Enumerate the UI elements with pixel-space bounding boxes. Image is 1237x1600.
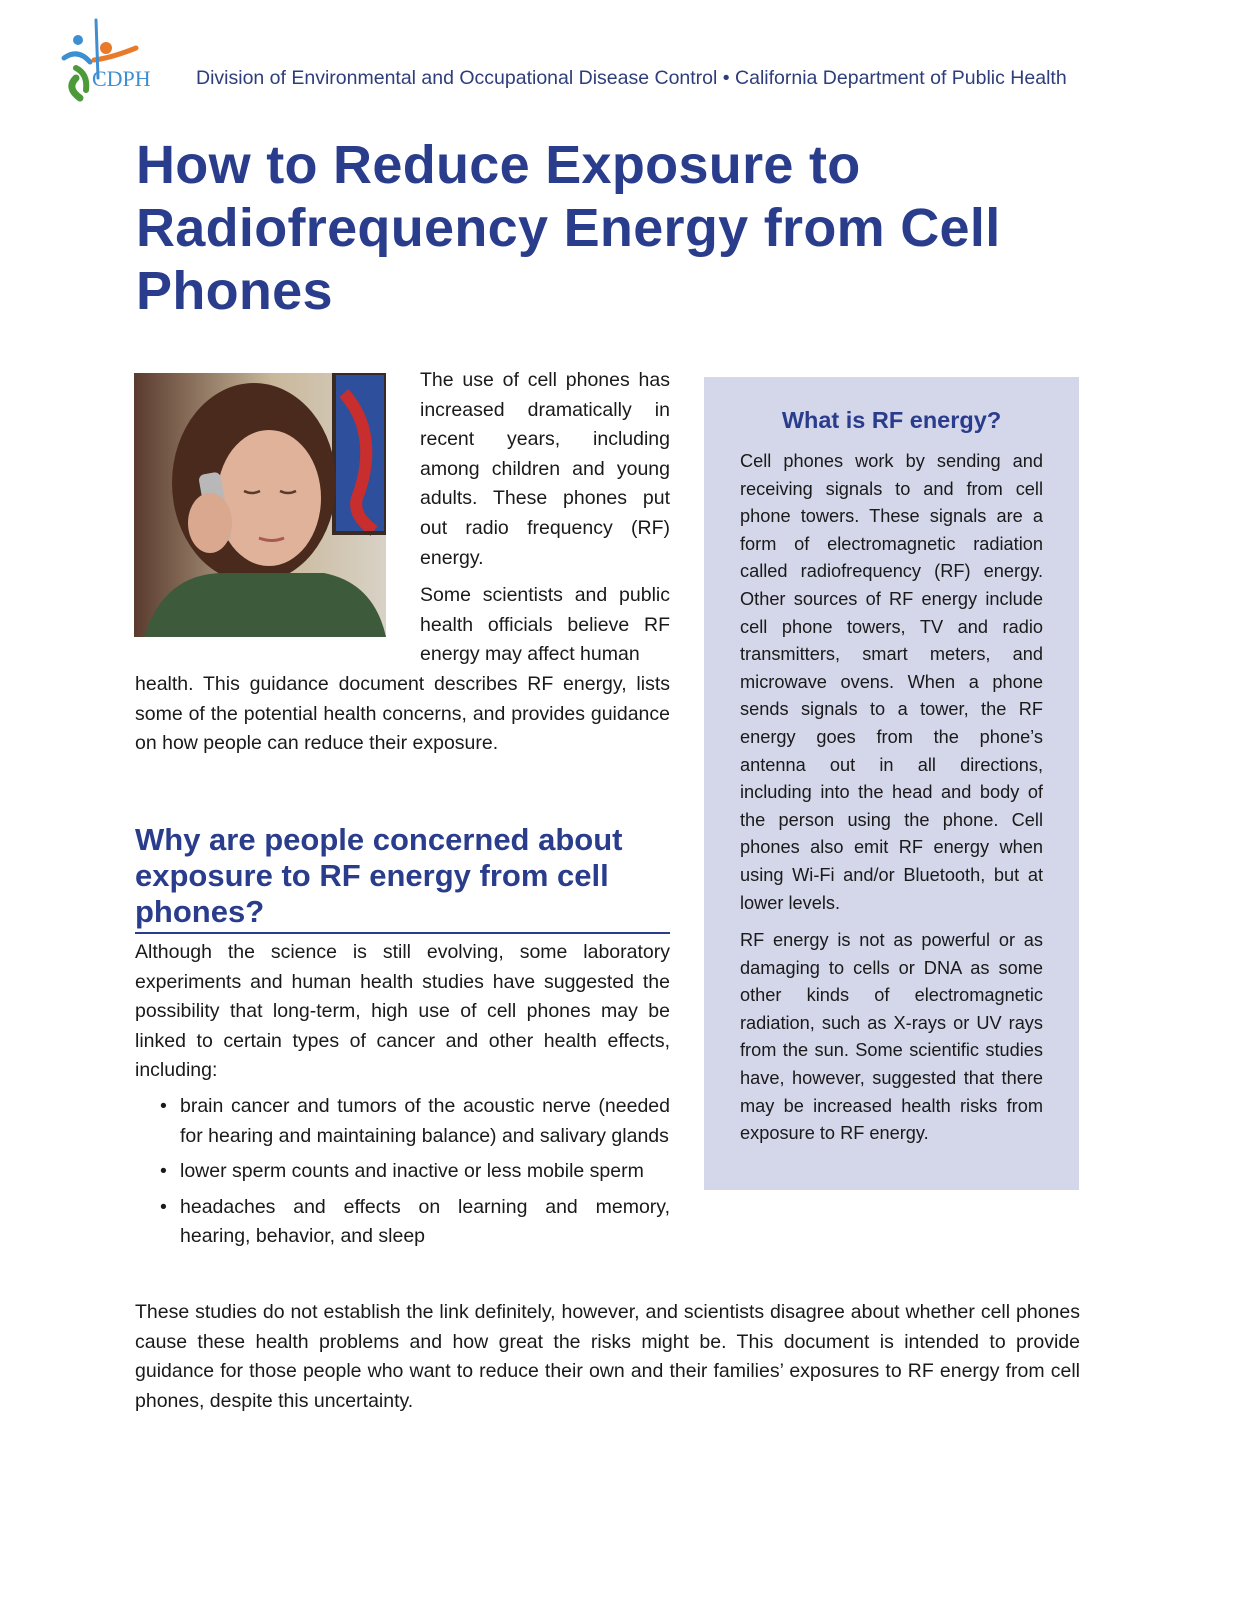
organization-header: Division of Environmental and Occupational Disease Control • California Department of Public Health [196, 67, 1067, 89]
what-is-rf-sidebar [704, 377, 1079, 1190]
list-item [160, 1092, 670, 1151]
intro-paragraph-2-start: Some scientists and public health officials believe RF energy may affect human [420, 584, 670, 666]
list-item [160, 1193, 670, 1252]
bullet-icon: • [160, 1095, 167, 1117]
why-concerned-heading: Why are people concerned about exposure to RF energy from cell phones? [135, 822, 670, 934]
list-item-text: lower sperm counts and inactive or less mobile sperm [180, 1160, 644, 1183]
svg-text:CDPH: CDPH [92, 66, 151, 91]
intro-paragraph-2-end: health. This guidance document describes RF energy, lists some of the potential health concerns, and provides guidance on how people can reduce their exposure. [135, 673, 670, 755]
woman-on-phone-image [134, 373, 386, 637]
sidebar-paragraph-2: RF energy is not as powerful or as damaging to cells or DNA as some other kinds of electromagnetic radiation, such as X-rays or UV rays from the sun. Some scientific studies have, however, suggested that there may be increased health risks from exposure to RF energy. [740, 930, 1043, 1144]
sidebar-heading: What is RF energy? [781, 407, 1002, 433]
bullet-icon: • [160, 1160, 167, 1183]
list-item [160, 1157, 670, 1187]
health-effects-list [160, 1092, 670, 1258]
page-title: How to Reduce Exposure to Radiofrequency Energy from Cell Phones [136, 135, 1001, 321]
closing-paragraph: These studies do not establish the link definitely, however, and scientists disagree about whether cell phones cause these health problems and how great the risks might be. This document is intended to provide guidance for those people who want to reduce their own and their families’ exposures to RF energy from cell phones, despite this uncertainty. [135, 1301, 1080, 1412]
list-item-text: brain cancer and tumors of the acoustic nerve (needed for hearing and maintaining balance) and salivary glands [180, 1095, 670, 1147]
intro-paragraph-1: The use of cell phones has increased dramatically in recent years, including among children and young adults. These phones put out radio frequency (RF) energy. [420, 369, 670, 569]
sidebar-paragraph-1: Cell phones work by sending and receiving signals to and from cell phone towers. These signals are a form of electromagnetic radiation called radiofrequency (RF) energy. Other sources of RF energy include cell phone towers, TV and radio transmitters, smart meters, and microwave ovens. When a phone sends signals to a tower, the RF energy goes from the phone’s antenna out in all directions, including into the head and body of the person using the phone. Cell phones also emit RF energy when using Wi-Fi and/or Bluetooth, but at lower levels. [740, 451, 1043, 913]
photo-woman-on-phone [134, 373, 386, 637]
bullet-icon: • [160, 1195, 167, 1218]
list-item-text: headaches and effects on learning and memory, hearing, behavior, and sleep [180, 1195, 670, 1248]
cdph-logo [56, 18, 166, 104]
cdph-logo-icon [56, 18, 166, 104]
why-concerned-body: Although the science is still evolving, some laboratory experiments and human health studies have suggested the possibility that long-term, high use of cell phones may be linked to certain types of cancer and other health effects, including: [135, 941, 670, 1082]
